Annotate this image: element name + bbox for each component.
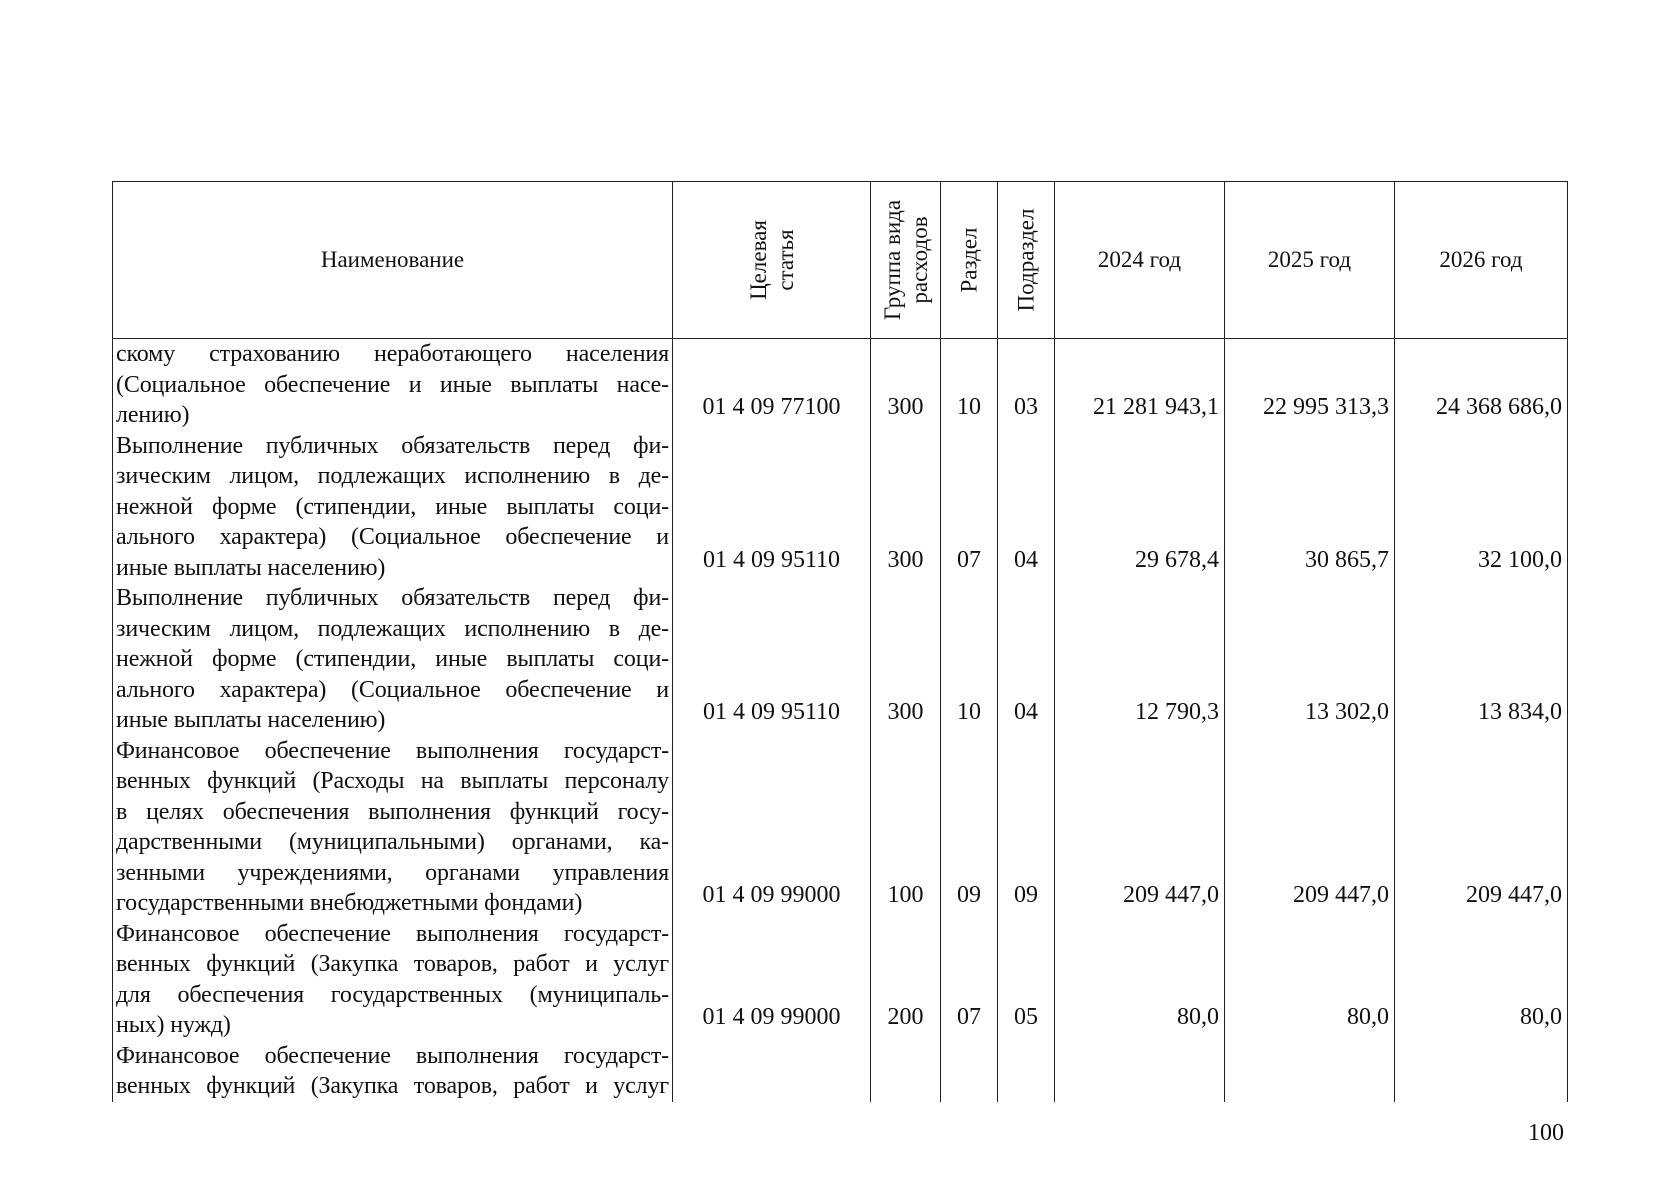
row-amount-2025	[1225, 339, 1395, 431]
row-amount-2026-value: 13 834,0	[1478, 699, 1562, 725]
row-section	[941, 736, 998, 919]
row-target-code-value: 01 4 09 95110	[702, 699, 841, 725]
header-name: Наименование	[113, 182, 673, 339]
row-amount-2026	[1395, 919, 1568, 1041]
row-name-line: зенными учреждениями, органами управления	[116, 859, 669, 886]
row-name-line: венных функций (Закупка товаров, работ и услуг	[116, 951, 669, 977]
row-expense-group-value: 300	[887, 394, 924, 420]
row-amount-2024	[1055, 583, 1225, 736]
row-amount-2024-value: 29 678,4	[1135, 546, 1219, 573]
row-name-line: для обеспечения государственных (муниципаль-	[116, 981, 669, 1008]
row-subsection-value: 05	[1014, 1004, 1038, 1030]
row-amount-2024-value: 209 447,0	[1123, 882, 1219, 908]
table-row-continued	[113, 1041, 1568, 1102]
row-section-value: 07	[957, 546, 981, 573]
row-subsection	[998, 583, 1055, 736]
header-target	[673, 182, 871, 339]
table-row	[113, 919, 1568, 1041]
row-amount-2026	[1395, 583, 1568, 736]
empty-cell	[673, 1041, 871, 1102]
row-amount-2025	[1225, 919, 1395, 1041]
header-target-line1: Целевая	[745, 220, 771, 300]
header-2024: 2024 год	[1055, 182, 1225, 339]
header-expense-group-line1: Группа вида	[879, 199, 905, 321]
empty-cell	[941, 1041, 998, 1102]
row-subsection	[998, 919, 1055, 1041]
row-name-line: зическим лицом, подлежащих исполнению в де-	[116, 615, 669, 642]
row-subsection	[998, 736, 1055, 919]
row-subsection-value: 04	[1014, 546, 1038, 573]
row-name-line: Финансовое обеспечение выполнения государст-	[116, 920, 669, 947]
row-subsection	[998, 431, 1055, 584]
row-section	[941, 339, 998, 431]
row-target-code-value: 01 4 09 95110	[702, 546, 841, 573]
row-target-code	[673, 583, 871, 736]
row-expense-group	[871, 583, 941, 736]
row-amount-2026-value: 32 100,0	[1478, 546, 1562, 573]
row-section-value: 09	[957, 882, 981, 908]
row-name-line: лению)	[116, 402, 190, 428]
header-2026: 2026 год	[1395, 182, 1568, 339]
table-body	[113, 339, 1568, 1102]
row-name-line: нежной форме (стипендии, иные выплаты соци-	[116, 646, 669, 672]
row-name-line: иные выплаты населению)	[116, 554, 386, 581]
row-name-line: Выполнение публичных обязательств перед фи-	[116, 585, 669, 611]
row-amount-2024	[1055, 919, 1225, 1041]
row-name	[113, 736, 673, 919]
row-amount-2024	[1055, 736, 1225, 919]
row-section	[941, 583, 998, 736]
row-target-code-value: 01 4 09 77100	[702, 394, 841, 420]
header-expense-group-line2: расходов	[906, 216, 932, 304]
row-name-line: государственными внебюджетными фондами)	[116, 890, 583, 916]
row-subsection-value: 04	[1014, 699, 1038, 725]
row-amount-2026-value: 209 447,0	[1466, 882, 1562, 908]
row-subsection	[998, 339, 1055, 431]
empty-cell	[1395, 1041, 1568, 1102]
row-name-line: Финансовое обеспечение выполнения государст-	[116, 737, 669, 764]
row-expense-group-value: 100	[887, 882, 924, 908]
row-name-line: венных функций (Закупка товаров, работ и услуг	[116, 1073, 669, 1099]
row-amount-2026	[1395, 431, 1568, 584]
row-target-code	[673, 431, 871, 584]
row-target-code-value: 01 4 09 99000	[702, 1004, 841, 1030]
row-name-line: Финансовое обеспечение выполнения государст-	[116, 1042, 669, 1069]
row-name-line: скому страхованию неработающего населения	[116, 341, 669, 367]
row-expense-group	[871, 339, 941, 431]
row-section-value: 10	[957, 394, 981, 420]
empty-cell	[1225, 1041, 1395, 1102]
page-number: 100	[1528, 1120, 1564, 1146]
table-row	[113, 583, 1568, 736]
table-row	[113, 339, 1568, 431]
empty-cell	[998, 1041, 1055, 1102]
header-2025: 2025 год	[1225, 182, 1395, 339]
row-name-line: зическим лицом, подлежащих исполнению в де-	[116, 463, 669, 489]
row-name-line: венных функций (Расходы на выплаты персоналу	[116, 768, 669, 794]
row-amount-2026	[1395, 736, 1568, 919]
row-name-line: ального характера) (Социальное обеспечение и	[116, 676, 669, 703]
header-section: Раздел	[941, 182, 998, 339]
row-section-value: 07	[957, 1004, 981, 1030]
row-target-code	[673, 736, 871, 919]
empty-cell	[871, 1041, 941, 1102]
table-row	[113, 431, 1568, 584]
row-amount-2025-value: 209 447,0	[1293, 882, 1389, 908]
row-amount-2024	[1055, 431, 1225, 584]
row-target-code	[673, 919, 871, 1041]
row-expense-group	[871, 431, 941, 584]
row-amount-2025-value: 22 995 313,3	[1263, 394, 1389, 420]
row-amount-2024-value: 80,0	[1177, 1004, 1219, 1030]
row-name-line: дарственными (муниципальными) органами, ка-	[116, 829, 669, 855]
row-name	[113, 919, 673, 1041]
table-row	[113, 736, 1568, 919]
row-name-line: ального характера) (Социальное обеспечение и	[116, 524, 669, 550]
row-amount-2025-value: 13 302,0	[1305, 699, 1389, 725]
row-expense-group-value: 300	[887, 699, 924, 725]
row-name-line: в целях обеспечения выполнения функций госу-	[116, 798, 669, 825]
row-section	[941, 431, 998, 584]
row-expense-group-value: 300	[887, 546, 924, 573]
row-subsection-value: 03	[1014, 394, 1038, 420]
row-name	[113, 339, 673, 431]
row-expense-group	[871, 919, 941, 1041]
empty-cell	[1055, 1041, 1225, 1102]
row-amount-2026-value: 24 368 686,0	[1436, 394, 1562, 420]
row-subsection-value: 09	[1014, 882, 1038, 908]
row-amount-2025-value: 30 865,7	[1305, 546, 1389, 573]
row-amount-2025	[1225, 736, 1395, 919]
row-amount-2024-value: 12 790,3	[1135, 699, 1219, 725]
row-section	[941, 919, 998, 1041]
row-amount-2024-value: 21 281 943,1	[1093, 394, 1219, 420]
row-name-line: (Социальное обеспечение и иные выплаты насе-	[116, 371, 669, 398]
row-name	[113, 431, 673, 584]
row-amount-2025-value: 80,0	[1347, 1004, 1389, 1030]
row-name-line: ных) нужд)	[116, 1012, 231, 1038]
row-target-code	[673, 339, 871, 431]
header-target-line2: статья	[772, 229, 798, 291]
row-amount-2026	[1395, 339, 1568, 431]
row-name-line: иные выплаты населению)	[116, 707, 386, 733]
row-expense-group	[871, 736, 941, 919]
row-amount-2024	[1055, 339, 1225, 431]
row-name-line: нежной форме (стипендии, иные выплаты соци-	[116, 493, 669, 520]
row-amount-2026-value: 80,0	[1520, 1004, 1562, 1030]
row-amount-2025	[1225, 583, 1395, 736]
row-target-code-value: 01 4 09 99000	[702, 882, 841, 908]
header-row	[113, 182, 1568, 339]
header-subsection: Подраздел	[998, 182, 1055, 339]
budget-table	[112, 181, 1568, 1102]
row-section-value: 10	[957, 699, 981, 725]
row-name	[113, 583, 673, 736]
row-name-line: Выполнение публичных обязательств перед фи-	[116, 432, 669, 459]
header-expense-group	[871, 182, 941, 339]
row-expense-group-value: 200	[887, 1004, 924, 1030]
row-name-continued	[113, 1041, 673, 1102]
row-amount-2025	[1225, 431, 1395, 584]
